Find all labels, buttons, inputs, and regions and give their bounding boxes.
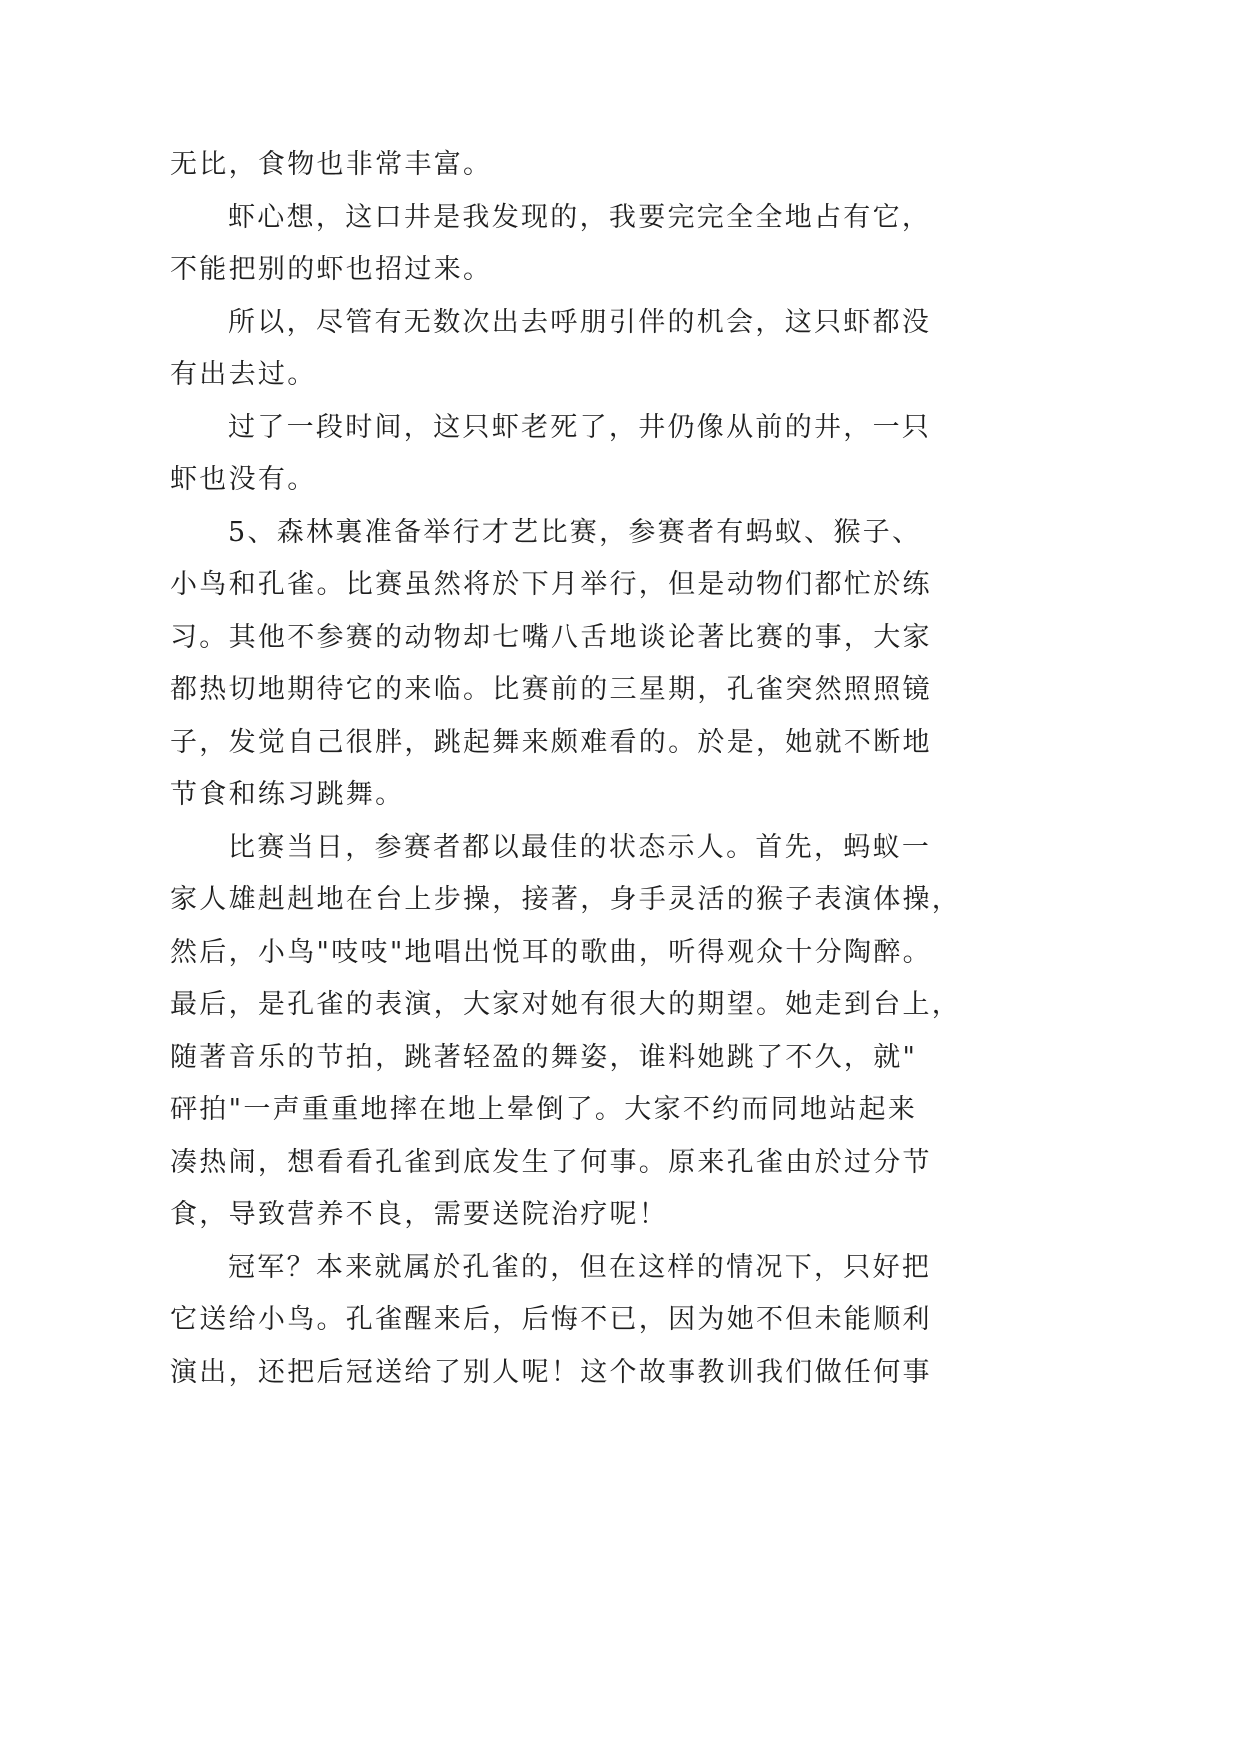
text-line: 然后，小鸟"吱吱"地唱出悦耳的歌曲，听得观众十分陶醉。 — [170, 936, 932, 968]
paragraph — [170, 507, 1070, 822]
paragraph — [170, 402, 1070, 507]
text-line: 演出，还把后冠送给了别人呢！这个故事教训我们做任何事 — [170, 1356, 932, 1388]
text-line: 过了一段时间，这只虾老死了，井仍像从前的井，一只 — [228, 411, 932, 443]
paragraph — [170, 822, 1070, 1242]
paragraph — [170, 192, 1070, 297]
text-line: 凑热闹，想看看孔雀到底发生了何事。原来孔雀由於过分节 — [170, 1146, 932, 1178]
text-line: 冠军？本来就属於孔雀的，但在这样的情况下，只好把 — [228, 1251, 932, 1283]
text-line: 砰拍"一声重重地摔在地上晕倒了。大家不约而同地站起来 — [170, 1094, 918, 1125]
text-line: 最后，是孔雀的表演，大家对她有很大的期望。她走到台上， — [170, 989, 962, 1020]
text-line: 比赛当日，参赛者都以最佳的状态示人。首先，蚂蚁一 — [228, 831, 932, 863]
paragraph — [170, 1242, 1070, 1400]
paragraph — [170, 297, 1070, 402]
text-line: 无比，食物也非常丰富。 — [170, 149, 493, 180]
text-line: 食，导致营养不良，需要送院治疗呢！ — [170, 1199, 669, 1230]
text-line: 家人雄赳赳地在台上步操，接著，身手灵活的猴子表演体操， — [170, 884, 962, 915]
text-line: 子，发觉自己很胖，跳起舞来颇难看的。於是，她就不断地 — [170, 726, 932, 758]
text-line: 它送给小鸟。孔雀醒来后，后悔不已，因为她不但未能顺利 — [170, 1304, 932, 1335]
text-line: 有出去过。 — [170, 359, 317, 390]
text-line: 不能把别的虾也招过来。 — [170, 254, 493, 285]
text-line: 习。其他不参赛的动物却七嘴八舌地谈论著比赛的事，大家 — [170, 621, 932, 653]
text-line: 小鸟和孔雀。比赛虽然将於下月举行，但是动物们都忙於练 — [170, 569, 932, 600]
text-line: 随著音乐的节拍，跳著轻盈的舞姿，谁料她跳了不久，就" — [170, 1041, 918, 1073]
body-text — [170, 139, 1070, 1399]
text-line: 所以，尽管有无数次出去呼朋引伴的机会，这只虾都没 — [228, 306, 932, 338]
text-line: 虾也没有。 — [170, 464, 317, 495]
text-line: 节食和练习跳舞。 — [170, 779, 405, 810]
text-line: 都热切地期待它的来临。比赛前的三星期，孔雀突然照照镜 — [170, 674, 932, 705]
text-line: 5、森林裏准备举行才艺比赛，参赛者有蚂蚁、猴子、 — [228, 516, 922, 548]
text-line: 虾心想，这口井是我发现的，我要完完全全地占有它， — [228, 201, 932, 233]
paragraph — [170, 139, 1070, 192]
